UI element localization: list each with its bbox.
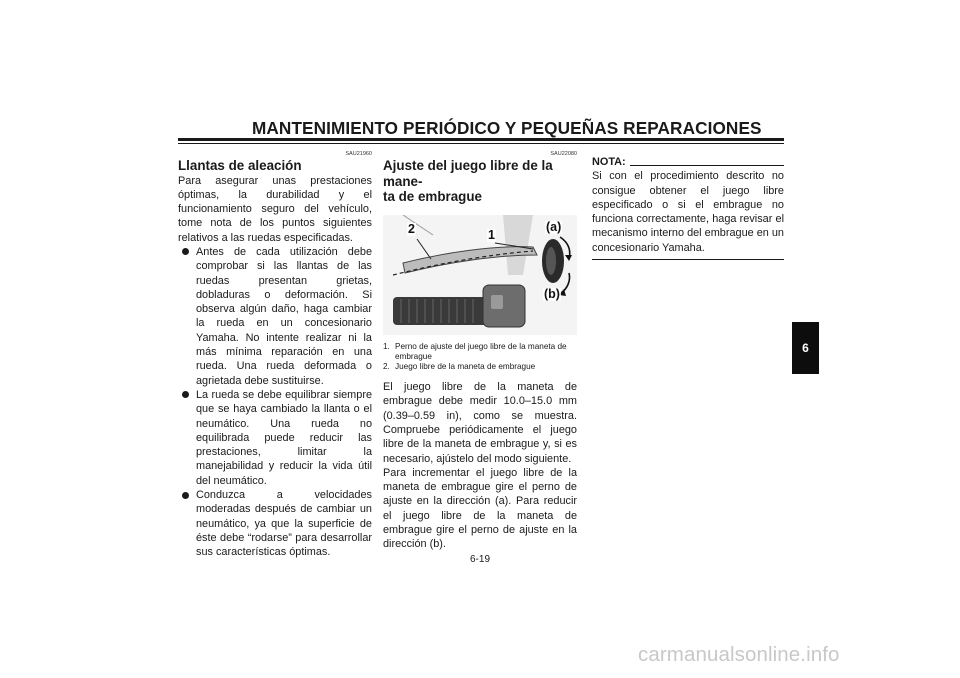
bullet-item [178, 488, 372, 559]
header-rule-thin [178, 143, 784, 144]
right-column [592, 155, 784, 260]
clutch-lever-figure [383, 215, 577, 335]
note-rule-bottom [592, 259, 784, 260]
caption-text: Perno de ajuste del juego libre de la maneta de embrague [395, 341, 567, 361]
callout-label-a: (a) [546, 219, 562, 234]
caption-number: 1. [383, 341, 390, 351]
note-header [592, 155, 784, 169]
figure-captions [383, 342, 577, 373]
caption-number: 2. [383, 361, 390, 371]
callout-label-1: 1 [488, 227, 495, 242]
bullet-icon [182, 492, 189, 499]
note-label: NOTA: [592, 156, 626, 168]
caption-item [383, 362, 577, 372]
bullet-icon [182, 248, 189, 255]
bullet-icon [182, 391, 189, 398]
body-paragraph-2: Para incrementar el juego libre de la maneta de embrague gire el perno de ajuste en la dirección (a). Para reducir el juego libre de la maneta de embrague gire el perno de ajuste en la dirección (b). [383, 466, 577, 551]
header-rule-thick [178, 138, 784, 141]
section-code: SAU22080 [550, 151, 577, 157]
watermark-text: carmanualsonline.info [638, 643, 840, 666]
callout-label-b: (b) [544, 286, 560, 301]
caption-text: Juego libre de la maneta de embrague [395, 361, 536, 371]
body-paragraph-1: El juego libre de la maneta de embrague debe medir 10.0–15.0 mm (0.39–0.59 in), como se muestra. Compruebe periódicamente el juego libre de la maneta de embrague y, si es necesario, ajústelo del modo siguiente. [383, 381, 577, 465]
section-heading-llantas: Llantas de aleación [178, 158, 302, 173]
bullet-text: La rueda se debe equilibrar siempre que se haya cambiado la llanta o el neumático. Una rueda no equilibrada puede reducir las prestaciones, limitar la manejabilidad y reducir la vida útil del neumático. [196, 388, 372, 487]
caption-item [383, 342, 577, 362]
bullet-list [178, 245, 372, 560]
heading-line-2: ta de embrague [383, 189, 482, 204]
left-column [178, 150, 372, 560]
note-text: Si con el procedimiento descrito no consigue obtener el juego libre especificado o si el embrague no funciona correctamente, haga revisar el mecanismo interno del embrague en un concesionario Yamaha. [592, 170, 784, 254]
bullet-item [178, 388, 372, 488]
bullet-item [178, 245, 372, 388]
chapter-tab: 6 [792, 322, 819, 374]
page-header-title: MANTENIMIENTO PERIÓDICO Y PEQUEÑAS REPARACIONES [252, 118, 762, 138]
page-number: 6-19 [469, 554, 490, 565]
heading-line-1: Ajuste del juego libre de la mane- [383, 158, 553, 189]
callout-label-2: 2 [408, 221, 415, 236]
bullet-text: Conduzca a velocidades moderadas después de cambiar un neumático, ya que la superficie de éste debe “rodarse” para desarrollar sus características óptimas. [196, 489, 372, 559]
note-rule-top [630, 165, 784, 166]
bullet-text: Antes de cada utilización debe comprobar si las llantas de las ruedas presentan grietas, dobladuras o deformación. Si observa algún daño, haga cambiar la rueda en un concesionario Yamaha. No intente realizar ni la más mínima reparación en una rueda. Una rueda deformada o agrietada debe sustituirse. [196, 245, 372, 387]
section-heading-embrague [383, 158, 577, 205]
middle-column [383, 150, 577, 552]
intro-paragraph: Para asegurar unas prestaciones óptimas, la durabilidad y el funcionamiento seguro del vehículo, tome nota de los puntos siguientes relativos a las ruedas especificadas. [178, 174, 372, 244]
section-code: SAU21960 [345, 151, 372, 157]
